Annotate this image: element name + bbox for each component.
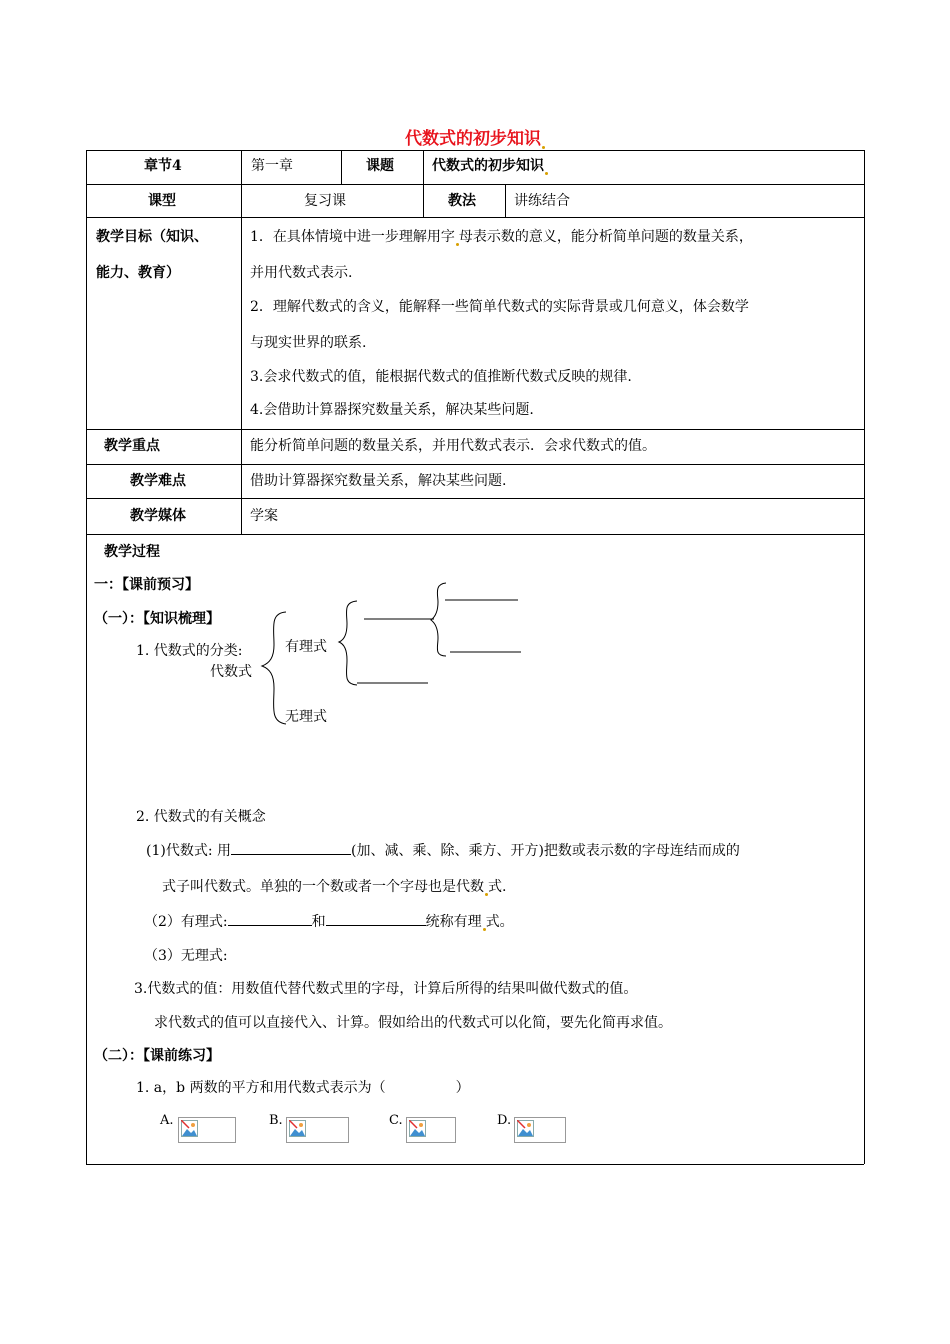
process-heading: 教学过程: [104, 544, 160, 560]
subsection-practice-heading: （二）：【课前练习】: [94, 1048, 220, 1064]
broken-image-icon: [181, 1120, 198, 1137]
broken-image-icon: [409, 1120, 426, 1137]
chapter-label: 章节4: [144, 158, 182, 174]
subsection-knowledge-heading: （一）：【知识梳理】: [94, 611, 220, 627]
definition-1-line1: (1)代数式: 用 (加、减、乘、除、乘方、开方)把数或表示数的字母连结而成的: [146, 840, 740, 860]
key-points-label: 教学重点: [104, 438, 160, 454]
type-label: 课型: [148, 193, 176, 209]
difficulties-value: 借助计算器探究数量关系，解决某些问题.: [250, 473, 507, 489]
question-1: 1. a，b 两数的平方和用代数式表示为（ ）: [136, 1080, 470, 1096]
option-d-box[interactable]: [514, 1117, 566, 1143]
fill-blank[interactable]: [231, 840, 351, 855]
option-b-box[interactable]: [286, 1117, 349, 1143]
objective-2-line2: 与现实世界的联系.: [250, 335, 367, 351]
section-preview-heading: 一：【课前预习】: [94, 577, 199, 593]
objective-3: 3.会求代数式的值，能根据代数式的值推断代数式反映的规律.: [250, 369, 632, 385]
value-note: 求代数式的值可以直接代入、计算。假如给出的代数式可以化简，要先化简再求值。: [154, 1015, 672, 1031]
objectives-label-line1: 教学目标（知识、: [96, 229, 208, 245]
option-a-label: A.: [160, 1113, 174, 1128]
objectives-label-line2: 能力、教育）: [96, 265, 180, 281]
option-a-box[interactable]: [178, 1117, 236, 1143]
definition-3: （3）无理式:: [144, 948, 228, 964]
brace-large: [262, 612, 286, 724]
classification-rational: 有理式: [285, 639, 327, 655]
classification-irrational: 无理式: [285, 709, 327, 725]
option-c-box[interactable]: [406, 1117, 456, 1143]
objective-4: 4.会借助计算器探究数量关系，解决某些问题.: [250, 402, 534, 418]
fill-blank[interactable]: [228, 911, 312, 926]
topic-label: 课题: [366, 158, 394, 174]
classification-root: 代数式: [210, 664, 252, 680]
difficulties-label: 教学难点: [130, 473, 186, 489]
option-d-label: D.: [497, 1113, 512, 1128]
method-label: 教法: [448, 193, 476, 209]
key-points-value: 能分析简单问题的数量关系，并用代数式表示．会求代数式的值。: [250, 438, 656, 454]
option-c-label: C.: [389, 1113, 403, 1128]
brace-medium: [339, 601, 357, 685]
type-value: 复习课: [304, 193, 346, 209]
broken-image-icon: [517, 1120, 534, 1137]
chapter-value: 第一章: [251, 158, 293, 174]
topic-value: 代数式的初步知识: [432, 155, 548, 175]
page-title: 代数式的初步知识: [0, 124, 950, 149]
classification-label: 1. 代数式的分类:: [136, 643, 243, 659]
media-value: 学案: [250, 508, 278, 524]
definition-1-line2: 式子叫代数式。单独的一个数或者一个字母也是代数 式.: [162, 879, 507, 895]
value-definition: 3.代数式的值：用数值代替代数式里的字母，计算后所得的结果叫做代数式的值。: [134, 981, 638, 997]
method-value: 讲练结合: [514, 193, 570, 209]
concepts-title: 2. 代数式的有关概念: [136, 809, 266, 825]
media-label: 教学媒体: [130, 508, 186, 524]
option-b-label: B.: [269, 1113, 283, 1128]
fill-blank[interactable]: [326, 911, 426, 926]
definition-2: （2）有理式: 和 统称有理 式。: [144, 911, 514, 931]
objective-2-line1: 2．理解代数式的含义，能解释一些简单代数式的实际背景或几何意义，体会数学: [250, 299, 749, 315]
objective-1-line1: 1．在具体情境中进一步理解用字 母表示数的意义，能分析简单问题的数量关系，: [250, 229, 753, 245]
objective-1-line2: 并用代数式表示.: [250, 265, 353, 281]
broken-image-icon: [289, 1120, 306, 1137]
